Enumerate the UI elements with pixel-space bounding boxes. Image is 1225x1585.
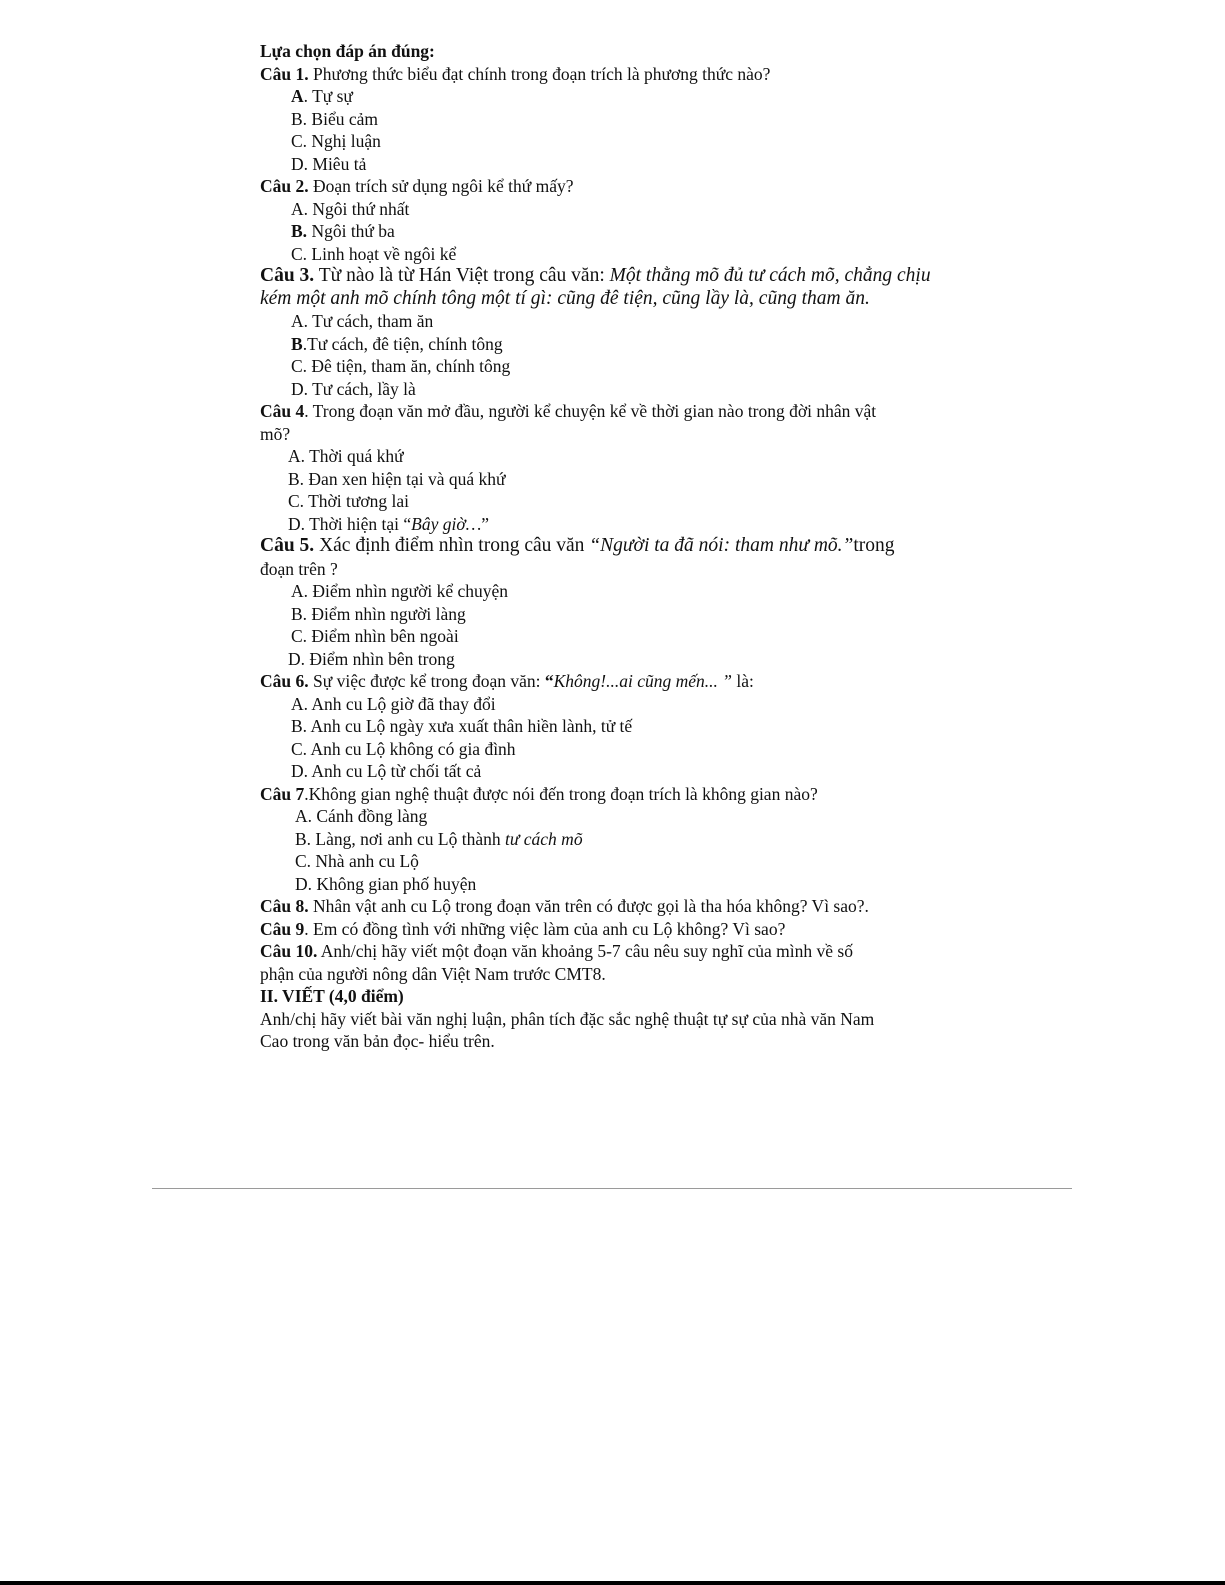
q5-option-c: C. Điểm nhìn bên ngoài xyxy=(291,626,459,646)
q4-option-d: D. Thời hiện tại “Bây giờ…” xyxy=(288,513,490,534)
q5-option-d: D. Điểm nhìn bên trong xyxy=(288,648,455,669)
question-10-cont: phận của người nông dân Việt Nam trước CMT8. xyxy=(260,963,606,984)
q2-option-a: A. Ngôi thứ nhất xyxy=(291,198,410,219)
question-1: Câu 1. Phương thức biểu đạt chính trong đoạn trích là phương thức nào? xyxy=(260,63,771,84)
question-8: Câu 8. Nhân vật anh cu Lộ trong đoạn văn trên có được gọi là tha hóa không? Vì sao?. xyxy=(260,896,869,916)
q3-option-a: A. Tư cách, tham ăn xyxy=(291,311,434,331)
section-2-title: II. VIẾT (4,0 điểm) xyxy=(260,986,404,1006)
question-5: Câu 5. Xác định điểm nhìn trong câu văn “Người ta đã nói: tham như mõ.”trong xyxy=(260,535,895,556)
q3-option-b: B.Tư cách, đê tiện, chính tông xyxy=(291,333,503,354)
q6-option-d: D. Anh cu Lộ từ chối tất cả xyxy=(291,761,482,781)
heading: Lựa chọn đáp án đúng: xyxy=(260,41,435,61)
page-divider xyxy=(152,1188,1072,1189)
q1-option-c: C. Nghị luận xyxy=(291,131,381,151)
question-9: Câu 9. Em có đồng tình với những việc làm của anh cu Lộ không? Vì sao? xyxy=(260,918,786,939)
q2-option-c: C. Linh hoạt về ngôi kể xyxy=(291,243,457,264)
q1-option-b: B. Biểu cảm xyxy=(291,108,378,129)
q5-option-b: B. Điểm nhìn người làng xyxy=(291,603,466,624)
q7-option-a: A. Cánh đồng làng xyxy=(295,806,428,826)
bottom-edge-bar xyxy=(0,1581,1225,1585)
q4-option-a: A. Thời quá khứ xyxy=(288,446,404,466)
question-2: Câu 2. Đoạn trích sử dụng ngôi kể thứ mấy? xyxy=(260,176,574,196)
question-10: Câu 10. Anh/chị hãy viết một đoạn văn khoảng 5-7 câu nêu suy nghĩ của mình về số xyxy=(260,941,853,961)
question-3: Câu 3. Từ nào là từ Hán Việt trong câu văn: Một thằng mõ đủ tư cách mõ, chẳng chịu xyxy=(260,265,931,286)
section-2-line-2: Cao trong văn bản đọc- hiểu trên. xyxy=(260,1031,495,1051)
question-7: Câu 7.Không gian nghệ thuật được nói đến trong đoạn trích là không gian nào? xyxy=(260,783,818,804)
q4-option-b: B. Đan xen hiện tại và quá khứ xyxy=(288,468,506,489)
question-6: Câu 6. Sự việc được kể trong đoạn văn: “Không!...ai cũng mến... ” là: xyxy=(260,671,754,691)
q3-option-d: D. Tư cách, lầy là xyxy=(291,378,416,399)
q6-option-c: C. Anh cu Lộ không có gia đình xyxy=(291,738,516,759)
q6-option-b: B. Anh cu Lộ ngày xưa xuất thân hiền lành, tử tế xyxy=(291,716,633,736)
q7-option-c: C. Nhà anh cu Lộ xyxy=(295,851,419,871)
q1-option-d: D. Miêu tả xyxy=(291,153,367,174)
q7-option-d: D. Không gian phố huyện xyxy=(295,873,477,894)
q3-option-c: C. Đê tiện, tham ăn, chính tông xyxy=(291,356,511,376)
q2-option-b: B. Ngôi thứ ba xyxy=(291,221,395,241)
question-4-cont: mõ? xyxy=(260,423,291,444)
q1-option-a: A. Tự sự xyxy=(291,86,353,106)
q7-option-b: B. Làng, nơi anh cu Lộ thành tư cách mõ xyxy=(295,828,583,849)
q4-option-c: C. Thời tương lai xyxy=(288,491,410,511)
question-3-cont: kém một anh mõ chính tông một tí gì: cũng đê tiện, cũng lầy là, cũng tham ăn. xyxy=(260,287,870,309)
question-5-cont: đoạn trên ? xyxy=(260,558,338,579)
section-2-line-1: Anh/chị hãy viết bài văn nghị luận, phân tích đặc sắc nghệ thuật tự sự của nhà văn Nam xyxy=(260,1008,875,1029)
document-body xyxy=(260,40,962,1053)
question-4: Câu 4. Trong đoạn văn mở đầu, người kể chuyện kể về thời gian nào trong đời nhân vật xyxy=(260,401,877,421)
q5-option-a: A. Điểm nhìn người kể chuyện xyxy=(291,581,509,601)
q6-option-a: A. Anh cu Lộ giờ đã thay đổi xyxy=(291,693,496,714)
